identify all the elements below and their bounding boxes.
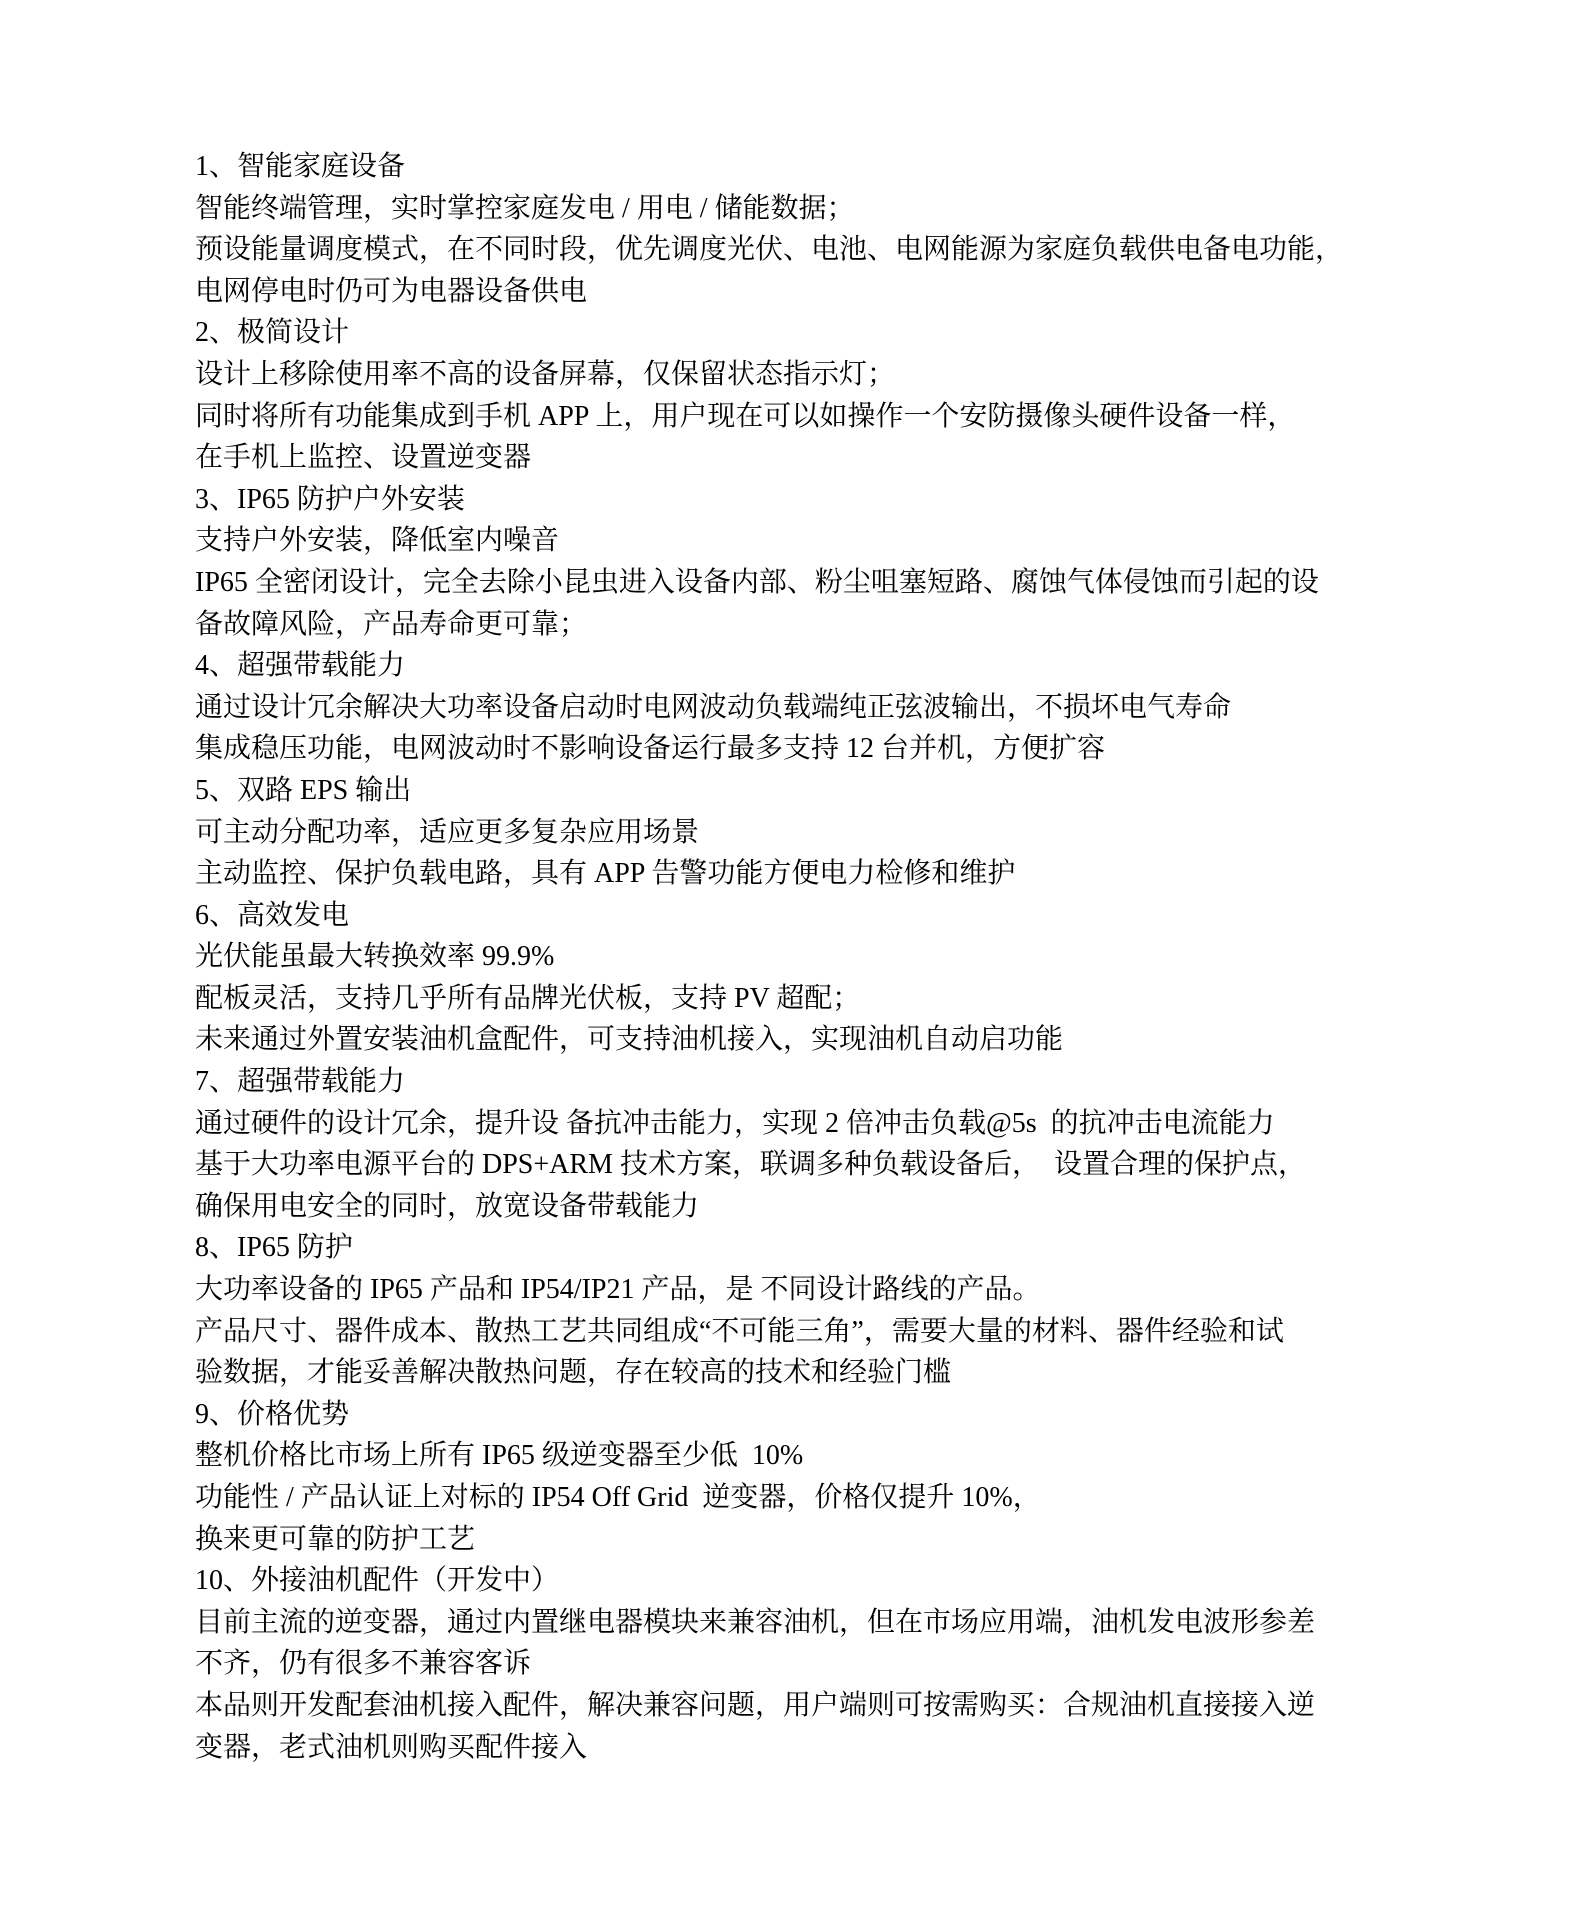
item-3-heading: 3、IP65 防护户外安装 (195, 483, 465, 515)
text-line: 备故障风险，产品寿命更可靠； (195, 608, 588, 640)
text-line: 同时将所有功能集成到手机 APP 上，用户现在可以如操作一个安防摄像头硬件设备一样， (195, 400, 1296, 432)
item-1-heading: 1、智能家庭设备 (195, 151, 406, 182)
text-line: 在手机上监控、设置逆变器 (195, 442, 532, 474)
text-line: 确保用电安全的同时，放宽设备带载能力 (195, 1190, 700, 1222)
text-line: 整机价格比市场上所有 IP65 级逆变器至少低 10% (195, 1440, 804, 1472)
item-4-heading: 4、超强带载能力 (195, 650, 406, 682)
text-line: 通过设计冗余解决大功率设备启动时电网波动负载端纯正弦波输出，不损坏电气寿命 (195, 691, 1232, 723)
item-8-heading: 8、IP65 防护 (195, 1232, 353, 1264)
text-line: 验数据，才能妥善解决散热问题，存在较高的技术和经验门槛 (195, 1357, 952, 1389)
text-line: 大功率设备的 IP65 产品和 IP54/IP21 产品，是 不同设计路线的产品。 (195, 1274, 1041, 1306)
item-7-heading: 7、超强带载能力 (195, 1066, 406, 1098)
text-line: 基于大功率电源平台的 DPS+ARM 技术方案，联调多种负载设备后， 设置合理的保护点， (195, 1149, 1306, 1181)
text-line: 光伏能虽最大转换效率 99.9% (195, 941, 555, 973)
item-9-heading: 9、价格优势 (195, 1398, 350, 1430)
text-line: 产品尺寸、器件成本、散热工艺共同组成“不可能三角”，需要大量的材料、器件经验和试 (195, 1315, 1284, 1347)
text-line: 配板灵活，支持几乎所有品牌光伏板，支持 PV 超配； (195, 982, 861, 1014)
text-line: 电网停电时仍可为电器设备供电 (195, 275, 588, 307)
text-line: 主动监控、保护负载电路，具有 APP 告警功能方便电力检修和维护 (195, 858, 1016, 890)
text-line: 支持户外安装，降低室内噪音 (195, 525, 560, 557)
text-line: 功能性 / 产品认证上对标的 IP54 Off Grid 逆变器，价格仅提升 10%， (195, 1482, 1041, 1513)
text-line: 未来通过外置安装油机盒配件，可支持油机接入，实现油机自动启功能 (195, 1024, 1064, 1056)
text-line: 变器，老式油机则购买配件接入 (195, 1731, 588, 1763)
text-line: 设计上移除使用率不高的设备屏幕，仅保留状态指示灯； (195, 358, 896, 390)
text-line: 通过硬件的设计冗余，提升设 备抗冲击能力，实现 2 倍冲击负载@5s 的抗冲击电流能力 (195, 1107, 1275, 1139)
document-text-block (195, 146, 1395, 1768)
text-line: 可主动分配功率，适应更多复杂应用场景 (195, 816, 700, 848)
text-line: IP65 全密闭设计，完全去除小昆虫进入设备内部、粉尘咀塞短路、腐蚀气体侵蚀而引起的设 (195, 566, 1319, 598)
item-5-heading: 5、双路 EPS 输出 (195, 774, 412, 806)
text-line: 目前主流的逆变器，通过内置继电器模块来兼容油机，但在市场应用端，油机发电波形参差 (195, 1606, 1316, 1638)
text-line: 不齐，仍有很多不兼容客诉 (195, 1648, 532, 1680)
item-10-heading: 10、外接油机配件（开发中） (195, 1565, 560, 1597)
text-line: 本品则开发配套油机接入配件，解决兼容问题，用户端则可按需购买：合规油机直接接入逆 (195, 1689, 1316, 1721)
text-line: 预设能量调度模式，在不同时段，优先调度光伏、电池、电网能源为家庭负载供电备电功能， (195, 234, 1344, 266)
text-line: 智能终端管理，实时掌控家庭发电 / 用电 / 储能数据； (195, 192, 855, 224)
text-line: 换来更可靠的防护工艺 (195, 1523, 476, 1555)
text-line: 集成稳压功能，电网波动时不影响设备运行最多支持 12 台并机，方便扩容 (195, 733, 1106, 765)
item-6-heading: 6、高效发电 (195, 899, 350, 931)
item-2-heading: 2、极简设计 (195, 317, 350, 349)
